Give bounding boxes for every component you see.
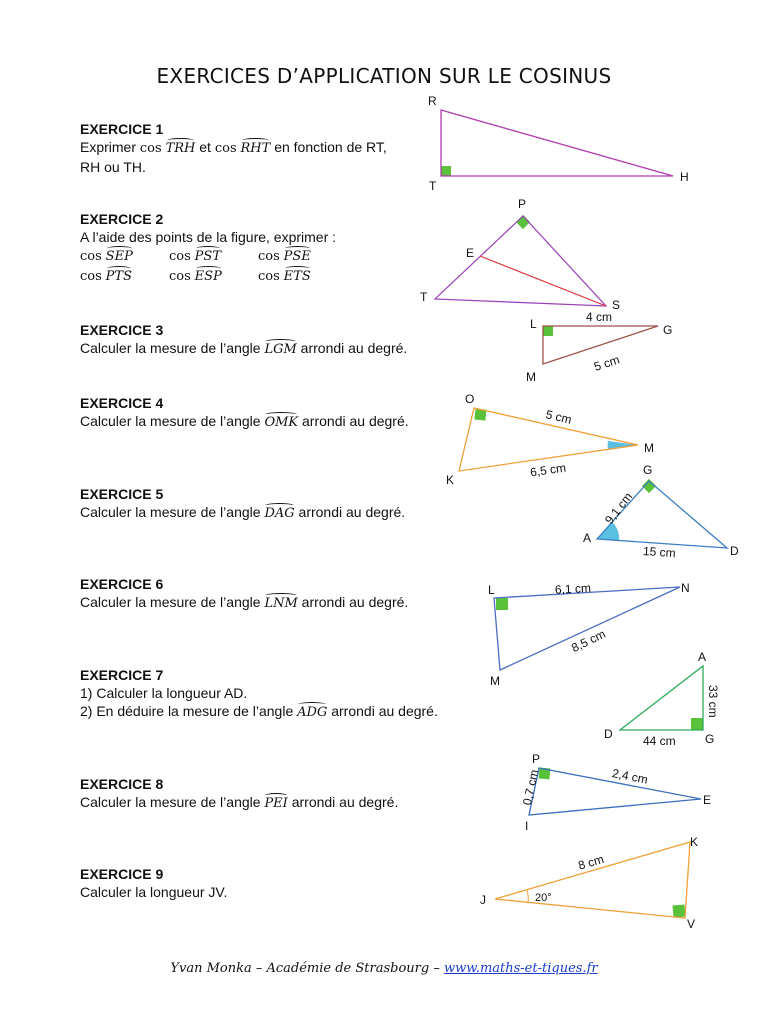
point-label: O (465, 392, 475, 406)
cosine-item: cos SEP (80, 249, 133, 264)
triangle-outline (435, 216, 606, 306)
angle-arc (527, 890, 528, 903)
exercise-heading: EXERCICE 4 (80, 395, 164, 411)
figure-2-triangle-pts (420, 197, 620, 312)
exercise-text: 1) Calculer la longueur AD. (80, 685, 248, 701)
point-label: R (428, 94, 437, 108)
figure-8-triangle-pei (520, 752, 711, 833)
length-label: 2,4 cm (610, 766, 649, 787)
right-angle-marker (543, 326, 553, 336)
right-angle-marker (496, 598, 508, 610)
marked-angle (597, 522, 619, 541)
point-label: D (730, 544, 739, 558)
point-label: G (705, 732, 715, 746)
length-label: 6,5 cm (529, 460, 567, 480)
point-label: H (680, 170, 689, 184)
segment-es (480, 256, 606, 306)
length-label: 33 cm (706, 685, 720, 718)
point-label: L (488, 583, 495, 597)
exercise-heading: EXERCICE 7 (80, 667, 164, 683)
point-label: N (681, 581, 690, 595)
angle-label: 20° (535, 892, 552, 904)
point-label: G (663, 323, 673, 337)
point-label: M (490, 674, 500, 688)
length-label: 0,7 cm (520, 768, 542, 807)
point-label: T (420, 290, 428, 304)
point-label: E (703, 793, 712, 807)
exercise-text: RH ou TH. (80, 159, 146, 175)
figure-5-triangle-dag (583, 463, 739, 560)
figure-3-triangle-lgm (526, 310, 672, 384)
exercise-heading: EXERCICE 8 (80, 776, 164, 792)
length-label: 15 cm (642, 543, 677, 561)
length-label: 8,5 cm (569, 626, 608, 656)
cosine-item: cos PTS (80, 269, 132, 284)
cosine-item: cos ETS (258, 269, 311, 284)
length-label: 44 cm (643, 734, 676, 748)
exercise-heading: EXERCICE 1 (80, 121, 164, 137)
point-label: S (612, 298, 621, 312)
exercise-text: Exprimer cos TRH et cos RHT en fonction de RT, (80, 139, 387, 156)
point-label: K (690, 835, 699, 849)
footer-link[interactable]: www.maths-et-tiques.fr (443, 961, 598, 976)
exercise-heading: EXERCICE 3 (80, 322, 164, 338)
figure-7-triangle-adg (604, 650, 720, 748)
triangle-outline (441, 110, 673, 176)
exercise-text: Calculer la mesure de l’angle LNM arrondi au degré. (80, 594, 409, 611)
exercise-heading: EXERCICE 5 (80, 486, 164, 502)
triangle-outline (620, 666, 703, 730)
point-label: T (429, 179, 437, 193)
point-label: V (687, 917, 696, 931)
point-label: E (466, 246, 475, 260)
figure-4-triangle-omk (446, 392, 654, 487)
point-label: D (604, 727, 613, 741)
page-title: EXERCICES D’APPLICATION SUR LE COSINUS (156, 64, 612, 88)
exercise-text: A l’aide des points de la figure, exprimer : (80, 229, 337, 245)
exercise-text: Calculer la mesure de l’angle LGM arrondi au degré. (80, 340, 408, 357)
figure-6-triangle-lnm (488, 581, 690, 688)
point-label: M (644, 441, 654, 455)
length-label: 5 cm (544, 407, 573, 427)
exercise-text: Calculer la mesure de l’angle DAG arrondi au degré. (80, 504, 406, 521)
length-label: 9,1 cm (601, 489, 636, 527)
cosine-item: cos ESP (169, 269, 222, 284)
exercise-text: Calculer la mesure de l’angle PEI arrondi au degré. (80, 794, 399, 811)
footer-credit: Yvan Monka – Académie de Strasbourg – (170, 961, 444, 976)
length-label: 6,1 cm (554, 580, 592, 597)
point-label: J (480, 893, 486, 907)
figure-9-triangle-jkv (480, 835, 698, 931)
point-label: M (526, 370, 536, 384)
point-label: A (698, 650, 707, 664)
point-label: G (643, 463, 653, 477)
cosine-item: cos PSE (258, 249, 311, 264)
cosine-item: cos PST (169, 249, 221, 264)
triangle-outline (495, 842, 690, 918)
right-angle-marker (672, 904, 685, 917)
exercise-heading: EXERCICE 2 (80, 211, 164, 227)
figure-1-triangle-trh (428, 94, 689, 193)
point-label: K (446, 473, 455, 487)
triangle-outline (494, 587, 680, 670)
length-label: 5 cm (592, 352, 622, 374)
point-label: I (525, 819, 529, 833)
point-label: P (518, 197, 527, 211)
point-label: A (583, 531, 592, 545)
exercise-text: Calculer la mesure de l’angle OMK arrondi au degré. (80, 413, 409, 430)
right-angle-marker (691, 718, 703, 730)
point-label: P (532, 752, 541, 766)
footer (0, 961, 768, 976)
exercise-text: 2) En déduire la mesure de l’angle ADG arrondi au degré. (80, 703, 438, 720)
point-label: L (530, 317, 537, 331)
exercise-heading: EXERCICE 6 (80, 576, 164, 592)
exercise-text: Calculer la longueur JV. (80, 884, 228, 900)
exercise-heading: EXERCICE 9 (80, 866, 164, 882)
right-angle-marker (441, 166, 451, 176)
length-label: 8 cm (576, 851, 606, 873)
length-label: 4 cm (586, 310, 613, 324)
